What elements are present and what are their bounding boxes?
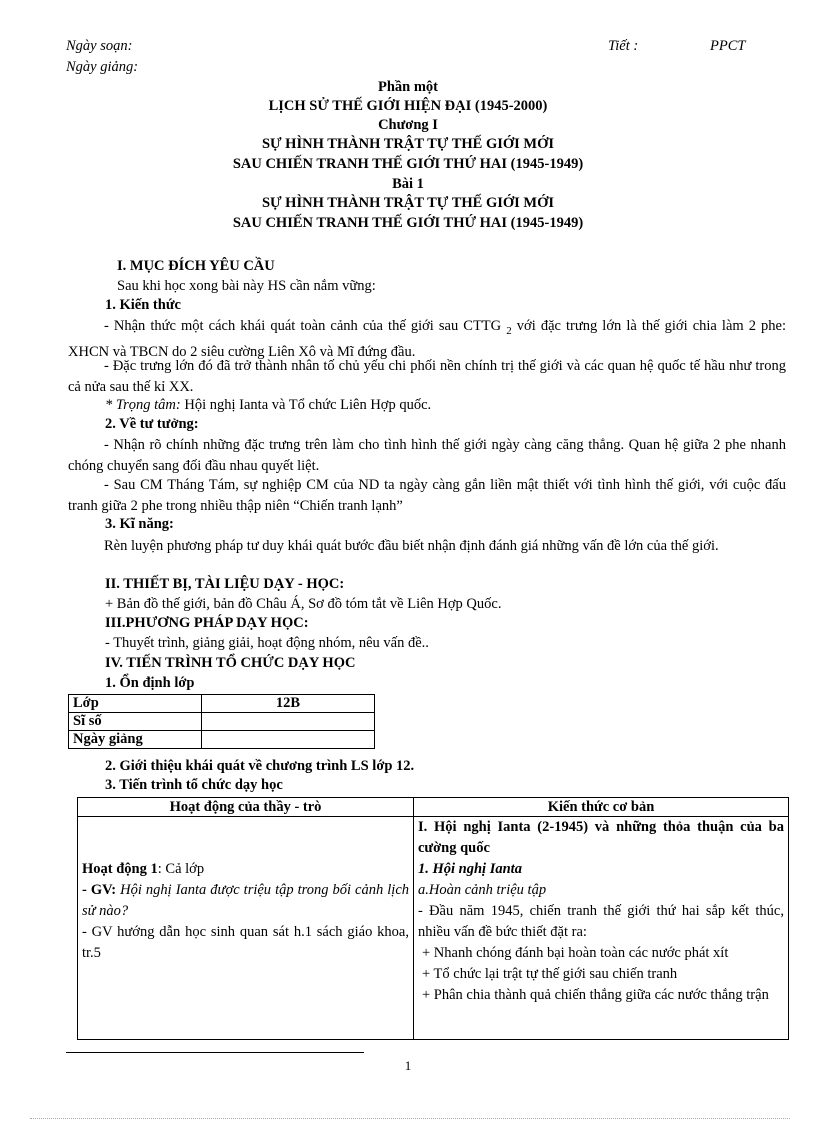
chapter-label: Chương I <box>378 117 438 133</box>
ngaygiang-label: Ngày giảng <box>69 731 202 749</box>
page-bottom-border <box>30 1118 790 1119</box>
knowledge-point-1: + Nhanh chóng đánh bại hoàn toàn các nước phát xít <box>422 945 729 961</box>
chapter-title-line1: SỰ HÌNH THÀNH TRẬT TỰ THẾ GIỚI MỚI <box>261 136 555 152</box>
ngay-giang-label: Ngày giảng: <box>66 59 139 75</box>
lesson-table <box>77 797 789 1040</box>
activities-cell <box>78 817 414 1040</box>
col-header-activities: Hoạt động của thầy - trò <box>78 798 414 817</box>
knowledge-subheading-2: a.Hoàn cảnh triệu tập <box>418 882 547 898</box>
footnote-separator <box>66 1052 364 1053</box>
lesson-title-line2: SAU CHIẾN TRANH THẾ GIỚI THỨ HAI (1945-1949) <box>232 215 584 231</box>
tiet-label: Tiết : <box>608 38 639 54</box>
section-4-heading: IV. TIẾN TRÌNH TỔ CHỨC DẠY HỌC <box>105 655 356 671</box>
siso-value <box>202 713 375 731</box>
kienthuc-paragraph-1: - Nhận thức một cách khái quát toàn cảnh của thế giới sau CTTG $_2$ với đặc trưng lớn là thế giới chia làm 2 phe: XHCN và TBCN do 2 siêu cường Liên Xô và Mĩ đứng đầu. <box>68 318 787 360</box>
section-2-text: + Bản đồ thế giới, bản đồ Châu Á, Sơ đồ tóm tắt về Liên Hợp Quốc. <box>105 596 502 612</box>
class-table <box>68 694 375 749</box>
page-number: 1 <box>404 1058 412 1073</box>
section-2-heading: II. THIẾT BỊ, TÀI LIỆU DẠY - HỌC: <box>105 576 345 592</box>
kienthuc-paragraph-2: - Đặc trưng lớn đó đã trở thành nhân tố chủ yếu chi phối nền chính trị thế giới và các quan hệ quốc tế hầu như trong cả nửa sau thế kỉ XX. <box>68 358 786 395</box>
subject-title: LỊCH SỬ THẾ GIỚI HIỆN ĐẠI (1945-2000) <box>268 98 548 114</box>
tutuong-paragraph-1: - Nhận rõ chính những đặc trưng trên làm cho tình hình thế giới ngày càng căng thẳng. Quan hệ giữa 2 phe nhanh chóng chuyển sang đối đầu nhau quyết liệt. <box>68 437 786 474</box>
kinang-heading: 3. Kĩ năng: <box>105 516 174 532</box>
kienthuc-heading: 1. Kiến thức <box>105 297 181 313</box>
gioithieu-heading: 2. Giới thiệu khái quát về chương trình LS lớp 12. <box>105 758 415 774</box>
kinang-paragraph: Rèn luyện phương pháp tư duy khái quát bước đầu biết nhận định đánh giá những vấn đề lớn của thế giới. <box>104 538 719 554</box>
tientrinh-heading: 3. Tiến trình tổ chức dạy học <box>105 777 283 793</box>
trongtam-line: * Trọng tâm: Hội nghị Ianta và Tổ chức Liên Hợp quốc. <box>105 397 432 413</box>
knowledge-paragraph-1: - Đầu năm 1945, chiến tranh thế giới thứ hai sắp kết thúc, nhiều vấn đề bức thiết đặt ra: <box>418 903 784 940</box>
siso-label: Sĩ số <box>69 713 202 731</box>
table-row <box>69 713 375 731</box>
activity-1-line: Hoạt động 1: Cả lớp <box>82 861 205 877</box>
table-header-row <box>78 798 789 817</box>
gv-question: - GV: Hội nghị Ianta được triệu tập trong bối cảnh lịch sử nào? <box>82 882 410 919</box>
class-value: 12B <box>202 695 375 713</box>
tutuong-heading: 2. Về tư tưởng: <box>105 416 199 432</box>
knowledge-cell <box>414 817 789 1040</box>
ngay-soan-label: Ngày soạn: <box>66 38 133 54</box>
knowledge-subheading-1: 1. Hội nghị Ianta <box>418 861 522 877</box>
knowledge-point-2: + Tổ chức lại trật tự thế giới sau chiến tranh <box>422 966 678 982</box>
knowledge-heading: I. Hội nghị Ianta (2-1945) và những thỏa thuận của ba cường quốc <box>418 819 784 856</box>
table-row <box>69 731 375 749</box>
chapter-title-line2: SAU CHIẾN TRANH THẾ GIỚI THỨ HAI (1945-1949) <box>232 156 584 172</box>
ondinh-heading: 1. Ổn định lớp <box>105 675 195 691</box>
tutuong-paragraph-2: - Sau CM Tháng Tám, sự nghiệp CM của ND ta ngày càng gắn liền mật thiết với tình hình thế giới, với cuộc đấu tranh giữa 2 phe trong nhiều thập niên “Chiến tranh lạnh” <box>68 477 786 514</box>
ppct-label: PPCT <box>710 38 746 54</box>
table-row <box>69 695 375 713</box>
class-label: Lớp <box>69 695 202 713</box>
part-title: Phần một <box>377 79 439 95</box>
col-header-knowledge: Kiến thức cơ bản <box>414 798 789 817</box>
lesson-label: Bài 1 <box>392 176 424 192</box>
section-1-heading: I. MỤC ĐÍCH YÊU CẦU <box>117 258 275 274</box>
section-1-intro: Sau khi học xong bài này HS cần nắm vững: <box>117 278 376 294</box>
section-3-text: - Thuyết trình, giảng giải, hoạt động nhóm, nêu vấn đề.. <box>105 635 429 651</box>
knowledge-point-3: + Phân chia thành quả chiến thắng giữa các nước thắng trận <box>422 987 769 1003</box>
gv-guide: - GV hướng dẫn học sinh quan sát h.1 sách giáo khoa, tr.5 <box>82 924 409 961</box>
section-3-heading: III.PHƯƠNG PHÁP DẠY HỌC: <box>105 615 309 631</box>
ngaygiang-value <box>202 731 375 749</box>
table-row <box>78 817 789 1040</box>
lesson-title-line1: SỰ HÌNH THÀNH TRẬT TỰ THẾ GIỚI MỚI <box>261 195 555 211</box>
